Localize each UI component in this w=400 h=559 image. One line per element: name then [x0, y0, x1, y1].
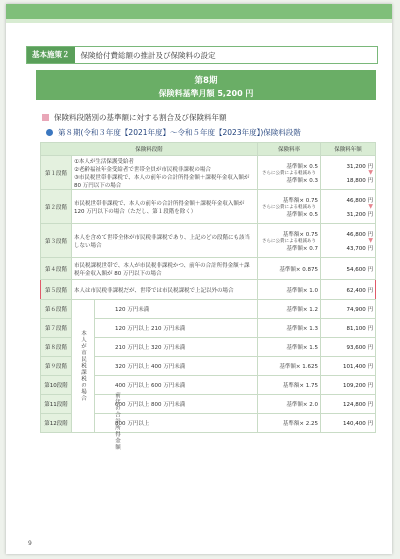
amount-value: 31,200 円 [346, 163, 373, 170]
fee-table [40, 142, 376, 433]
desc-line: ②老齢福祉年金受給者で世帯全員が市民税非課税の場合 [74, 166, 211, 173]
stage-cell: 第６段階 [41, 300, 72, 319]
document-page [6, 4, 392, 554]
stage-cell: 第７段階 [41, 319, 72, 338]
subheading-ratio-text: 保険料段階別の基準額に対する割合及び保険料年額 [54, 113, 227, 122]
income-range: 320 万円以上 400 万円未満 [115, 364, 186, 370]
table-header-row [41, 143, 376, 156]
amount-cell: 93,600 円 [321, 338, 376, 357]
reduction-note: さらに公費による軽減あり [262, 238, 316, 244]
table-row [41, 156, 376, 190]
amount-cell: 101,400 円 [321, 357, 376, 376]
amount-reduced: 18,800 円 [346, 177, 373, 184]
income-range: 120 万円未満 [115, 307, 150, 313]
income-cell [95, 300, 258, 319]
desc-cell [72, 156, 258, 190]
period-banner [36, 70, 376, 100]
ratio-reduced: 基準額× 0.3 [286, 177, 318, 184]
ratio-cell: 基準額× 2.25 [258, 414, 321, 433]
circle-bullet-icon [46, 129, 53, 136]
highlighted-row [41, 280, 376, 300]
subheading-ratio [42, 112, 227, 123]
income-range: 600 万円以上 800 万円未満 [115, 402, 186, 408]
amount-cell: 124,800 円 [321, 395, 376, 414]
amount-cell: 109,200 円 [321, 376, 376, 395]
income-cell [95, 319, 258, 338]
top-band [6, 4, 392, 19]
down-arrow-icon: ▼ [368, 168, 373, 176]
amount-cell: 140,400 円 [321, 414, 376, 433]
income-range: 800 万円以上 [115, 421, 150, 427]
income-range: 210 万円以上 320 万円未満 [115, 345, 186, 351]
subheading-period-text: 第８期(令和３年度【2021年度】〜令和５年度【2023年度】)保険料段階 [58, 128, 301, 137]
table-row [41, 258, 376, 280]
ratio-cell: 基準額× 0.875 [258, 258, 321, 280]
taxed-group-text: 本人が市民税課税の場合 [80, 330, 86, 402]
desc-line: ①本人が生活保護受給者 [74, 158, 134, 165]
ratio-cell [258, 190, 321, 224]
desc-cell: 本人は市民税非課税だが、世帯では市民税課税で上記以外の場合 [72, 280, 258, 300]
income-cell [95, 338, 258, 357]
stage-cell: 第５段階 [41, 280, 72, 300]
ratio-cell [258, 224, 321, 258]
ratio-cell: 基準額× 2.0 [258, 395, 321, 414]
ratio-cell: 基準額× 1.625 [258, 357, 321, 376]
table-row [41, 300, 376, 319]
stage-cell: 第１段階 [41, 156, 72, 190]
ratio-reduced: 基準額× 0.7 [286, 245, 318, 252]
amount-cell: 62,400 円 [321, 280, 376, 300]
page-number: 9 [28, 540, 32, 547]
stage-cell: 第９段階 [41, 357, 72, 376]
subheading-period [46, 127, 301, 138]
ratio-cell: 基準額× 1.3 [258, 319, 321, 338]
amount-reduced: 43,700 円 [346, 245, 373, 252]
ratio-reduced: 基準額× 0.5 [286, 211, 318, 218]
section-title: 保険給付費総額の推計及び保険料の設定 [80, 50, 216, 60]
table-row [41, 190, 376, 224]
desc-cell: 市民税世帯非課税で、本人の前年の合計所得金額＋課税年金収入額が 120 万円以下の場合（ただし、第１段階を除く） [72, 190, 258, 224]
header-annual: 保険料年額 [321, 143, 376, 156]
amount-cell: 81,100 円 [321, 319, 376, 338]
reduction-note: さらに公費による軽減あり [262, 170, 316, 176]
amount-cell: 74,900 円 [321, 300, 376, 319]
stage-cell: 第10段階 [41, 376, 72, 395]
amount-cell [321, 224, 376, 258]
stage-cell: 第４段階 [41, 258, 72, 280]
income-range: 120 万円以上 210 万円未満 [115, 326, 186, 332]
income-cell [95, 357, 258, 376]
amount-cell [321, 156, 376, 190]
amount-cell [321, 190, 376, 224]
down-arrow-icon: ▼ [368, 202, 373, 210]
square-bullet-icon [42, 114, 49, 121]
desc-cell: 市民税課税世帯で、本人が市民税非課税かつ、前年の合計所得金額＋課税年金収入額が 80 万円以下の場合 [72, 258, 258, 280]
desc-line: ③市民税世帯非課税で、本人の前年の合計所得金額＋課税年金収入額が 80 万円以下の場合 [74, 174, 250, 189]
down-arrow-icon: ▼ [368, 236, 373, 244]
ratio-cell: 基準額× 1.2 [258, 300, 321, 319]
ratio-cell: 基準額× 1.0 [258, 280, 321, 300]
income-range: 400 万円以上 600 万円未満 [115, 383, 186, 389]
amount-value: 46,800 円 [346, 197, 373, 204]
ratio-value: 基準額× 0.75 [282, 197, 318, 204]
ratio-cell: 基準額× 1.5 [258, 338, 321, 357]
stage-cell: 第11段階 [41, 395, 72, 414]
ratio-cell [258, 156, 321, 190]
top-band-light [6, 19, 392, 23]
desc-cell: 本人を含めて世帯全体が市民税非課税であり、上記のどの段階にも該当しない場合 [72, 224, 258, 258]
section-header [26, 46, 378, 64]
stage-cell: 第８段階 [41, 338, 72, 357]
taxed-group-label [72, 300, 95, 433]
header-stage: 保険料段階 [41, 143, 258, 156]
table-row [41, 224, 376, 258]
stage-cell: 第３段階 [41, 224, 72, 258]
ratio-value: 基準額× 0.75 [282, 231, 318, 238]
stage-cell: 第２段階 [41, 190, 72, 224]
section-tag: 基本施策２ [27, 47, 75, 63]
stage-cell: 第12段階 [41, 414, 72, 433]
ratio-cell: 基準額× 1.75 [258, 376, 321, 395]
amount-cell: 54,600 円 [321, 258, 376, 280]
amount-value: 46,800 円 [346, 231, 373, 238]
income-group-text: 前年の合計所得金額 [114, 392, 120, 451]
ratio-value: 基準額× 0.5 [286, 163, 318, 170]
reduction-note: さらに公費による軽減あり [262, 204, 316, 210]
period-title: 第8期 [194, 76, 218, 86]
base-monthly-fee: 保険料基準月額 5,200 円 [158, 89, 254, 98]
header-ratio: 保険料率 [258, 143, 321, 156]
amount-reduced: 31,200 円 [346, 211, 373, 218]
